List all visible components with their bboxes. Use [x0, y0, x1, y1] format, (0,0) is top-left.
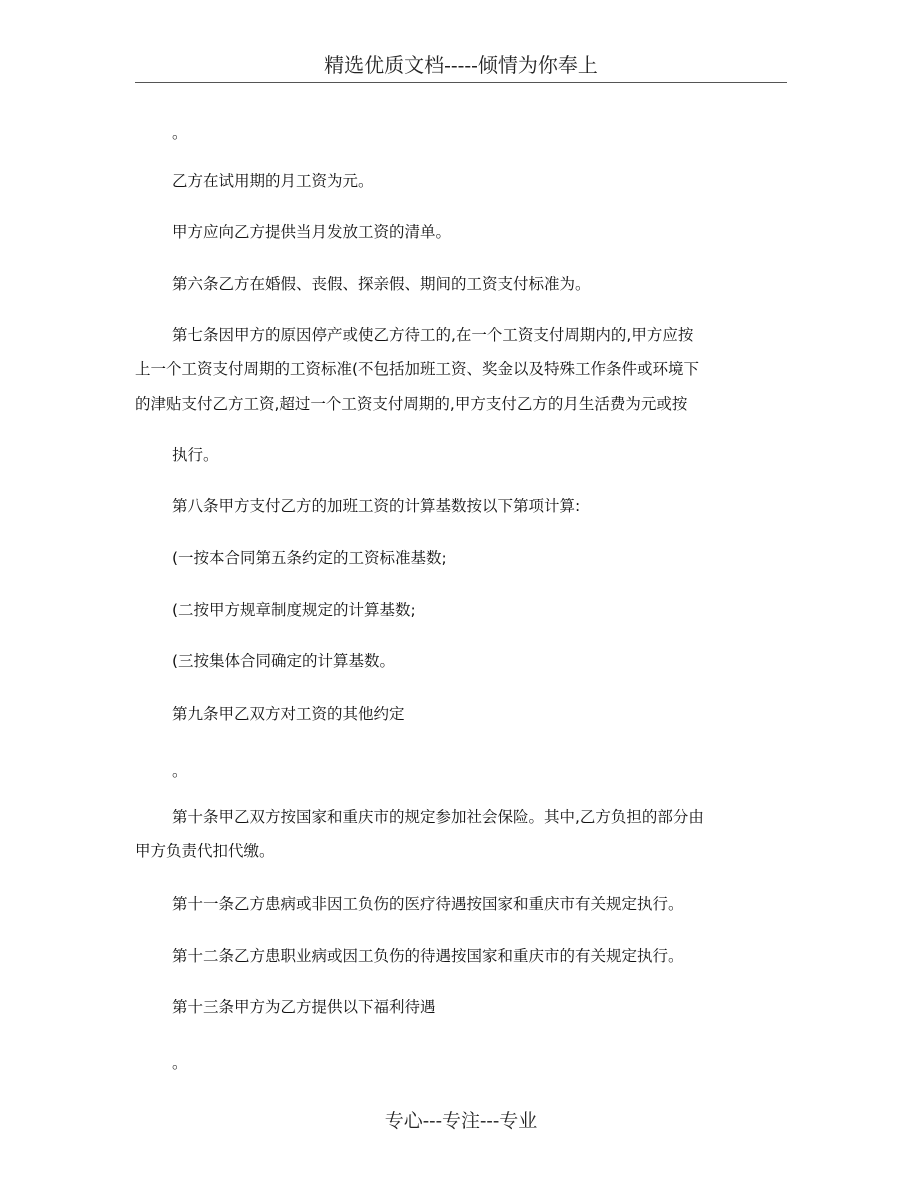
- paragraph: 第八条甲方支付乙方的加班工资的计算基数按以下第项计算:: [172, 497, 581, 515]
- paragraph: 第十一条乙方患病或非因工负伤的医疗待遇按国家和重庆市有关规定执行。: [172, 895, 684, 913]
- paragraph-line: 第七条因甲方的原因停产或使乙方待工的,在一个工资支付周期内的,甲方应按: [172, 326, 694, 344]
- paragraph: 第六条乙方在婚假、丧假、探亲假、期间的工资支付标准为。: [172, 275, 591, 293]
- header-divider: [135, 82, 787, 83]
- paragraph-line: 第十条甲乙双方按国家和重庆市的规定参加社会保险。其中,乙方负担的部分由: [172, 808, 704, 826]
- page-header: 精选优质文档-----倾情为你奉上: [324, 53, 598, 77]
- paragraph: 乙方在试用期的月工资为元。: [172, 172, 374, 190]
- paragraph: 第十二条乙方患职业病或因工负伤的待遇按国家和重庆市的有关规定执行。: [172, 947, 684, 965]
- list-item: (三按集体合同确定的计算基数。: [172, 652, 396, 670]
- paragraph: 。: [172, 762, 188, 780]
- page-footer: 专心---专注---专业: [384, 1110, 538, 1132]
- paragraph-line: 的津贴支付乙方工资,超过一个工资支付周期的,甲方支付乙方的月生活费为元或按: [135, 395, 688, 413]
- paragraph-line: 上一个工资支付周期的工资标准(不包括加班工资、奖金以及特殊工作条件或环境下: [135, 360, 700, 378]
- paragraph: 甲方应向乙方提供当月发放工资的清单。: [172, 223, 452, 241]
- list-item: (一按本合同第五条约定的工资标准基数;: [172, 549, 447, 567]
- paragraph: 。: [172, 1054, 188, 1072]
- paragraph: 第九条甲乙双方对工资的其他约定: [172, 705, 405, 723]
- paragraph: 执行。: [172, 446, 219, 464]
- list-item: (二按甲方规章制度规定的计算基数;: [172, 601, 416, 619]
- paragraph: 。: [172, 124, 188, 142]
- paragraph: 第十三条甲方为乙方提供以下福利待遇: [172, 998, 436, 1016]
- paragraph-line: 甲方负责代扣代缴。: [135, 842, 275, 860]
